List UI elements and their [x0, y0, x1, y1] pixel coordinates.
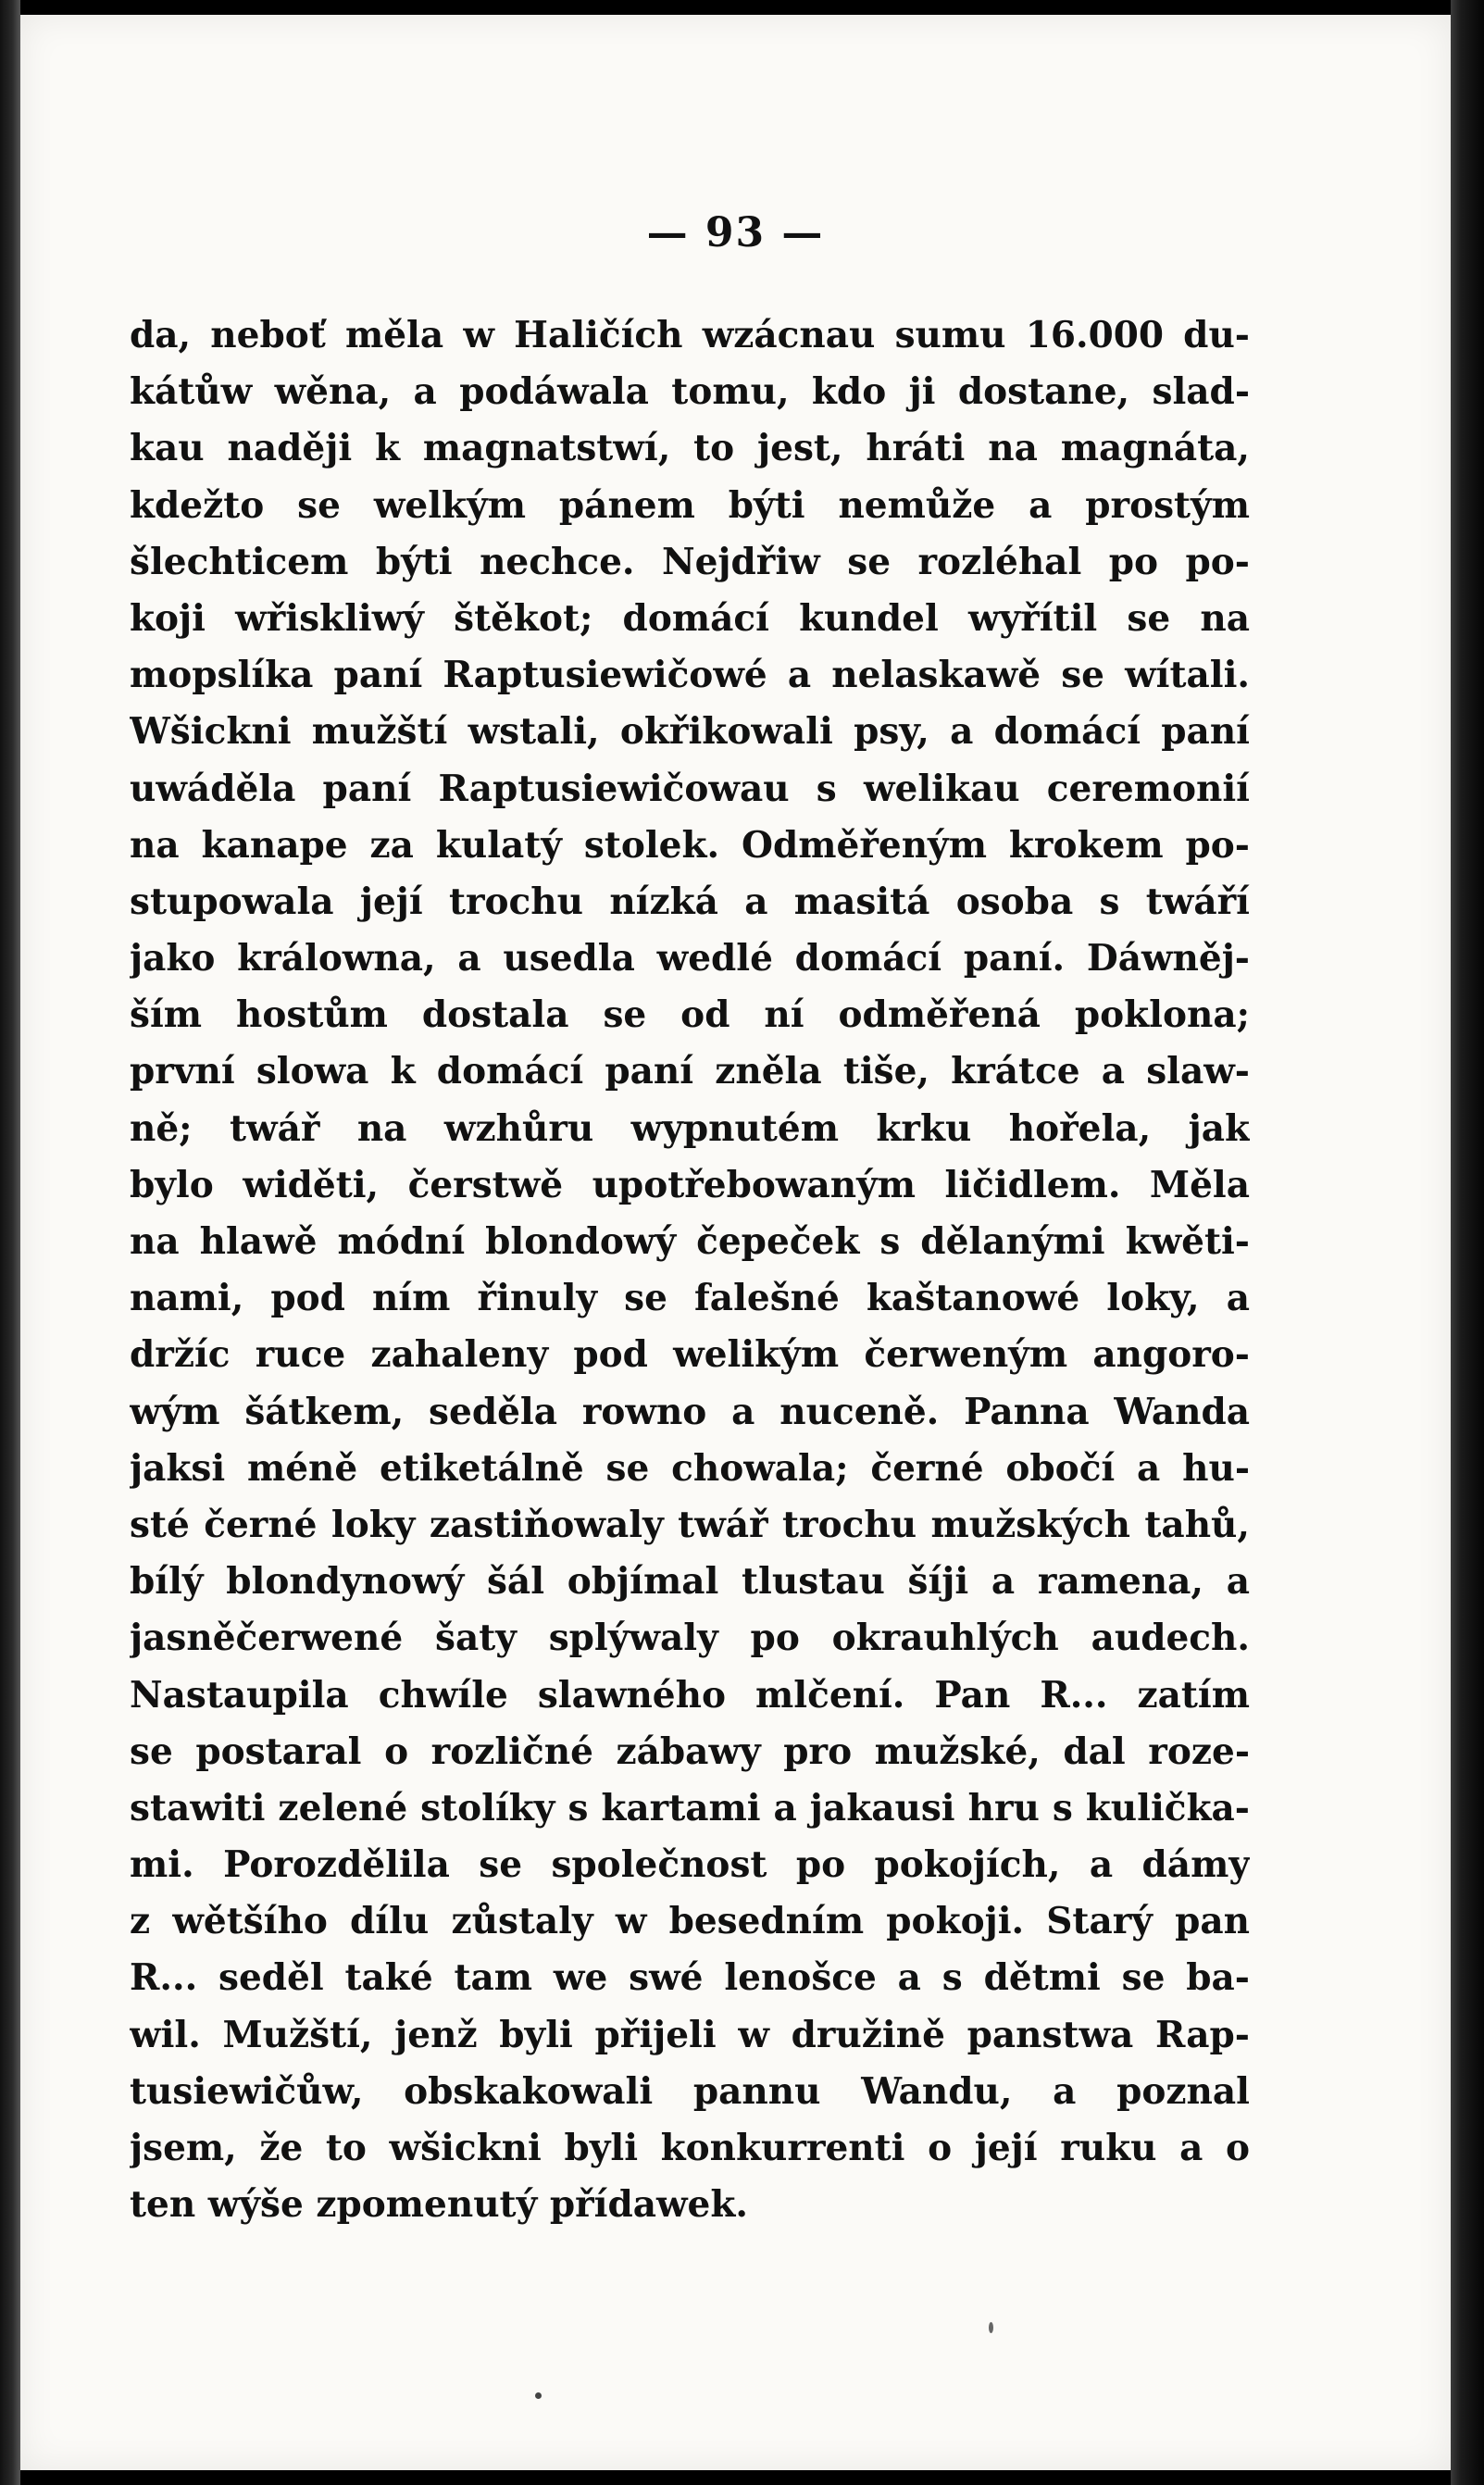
text-line: sté černé loky zastiňowaly twář trochu mužských tahů,	[130, 1503, 1250, 1546]
text-line: Wšickni mužští wstali, okřikowali psy, a domácí paní	[130, 710, 1250, 754]
text-line: držíc ruce zahaleny pod welikým čerweným angoro-	[130, 1333, 1250, 1377]
book-page	[20, 15, 1451, 2470]
left-scan-edge	[0, 0, 20, 2485]
text-line: Nastaupila chwíle slawného mlčení. Pan R... zatím	[130, 1673, 1250, 1717]
text-line: stupowala její trochu nízká a masitá osoba s twáří	[130, 880, 1250, 923]
body-text	[130, 307, 1250, 2233]
text-line: tusiewičůw, obskakowali pannu Wandu, a poznal	[130, 2069, 1250, 2113]
text-line: na hlawě módní blondowý čepeček s dělanými kwěti-	[130, 1220, 1250, 1263]
text-line: jasněčerwené šaty splýwaly po okrauhlých audech.	[130, 1617, 1250, 1660]
text-line: kátůw wěna, a podáwala tomu, kdo ji dostane, slad-	[130, 370, 1250, 414]
text-line: ším hostům dostala se od ní odměřená poklona;	[130, 993, 1250, 1037]
text-line: stawiti zelené stolíky s kartami a jakausi hru s kulička-	[130, 1786, 1250, 1829]
text-line: jako králowna, a usedla wedlé domácí paní. Dáwněj-	[130, 937, 1250, 980]
text-line: šlechticem býti nechce. Nejdřiw se rozléhal po po-	[130, 540, 1250, 583]
text-line: kdežto se welkým pánem býti nemůže a prostým	[130, 483, 1250, 527]
text-line: první slowa k domácí paní zněla tiše, krátce a slaw-	[130, 1050, 1250, 1093]
text-line: z wětšího dílu zůstaly w besedním pokoji. Starý pan	[130, 1900, 1250, 1943]
text-line: jaksi méně etiketálně se chowala; černé obočí a hu-	[130, 1446, 1250, 1490]
text-line: koji wřiskliwý štěkot; domácí kundel wyřítil se na	[130, 596, 1250, 640]
page-number: — 93 —	[646, 209, 825, 256]
text-line: R... seděl také tam we swé lenošce a s dětmi se ba-	[130, 1956, 1250, 2000]
text-line: bílý blondynowý šál objímal tlustau šíji a ramena, a	[130, 1560, 1250, 1604]
right-scan-edge	[1451, 0, 1484, 2485]
text-line: na kanape za kulatý stolek. Odměřeným krokem po-	[130, 823, 1250, 867]
text-line: ně; twář na wzhůru wypnutém krku hořela, jak	[130, 1106, 1250, 1150]
text-line: bylo widěti, čerstwě upotřebowaným ličidlem. Měla	[130, 1163, 1250, 1206]
text-line: wým šátkem, seděla rowno a nuceně. Panna Wanda	[130, 1390, 1250, 1433]
text-line: se postaral o rozličné zábawy pro mužské, dal roze-	[130, 1730, 1250, 1773]
text-line: jsem, že to wšickni byli konkurrenti o její ruku a o	[130, 2127, 1250, 2169]
text-line: nami, pod ním řinuly se falešné kaštanowé loky, a	[130, 1277, 1250, 1320]
text-line: mopslíka paní Raptusiewičowé a nelaskawě se wítali.	[130, 654, 1250, 697]
text-line-last: ten wýše zpomenutý přídawek.	[130, 2183, 748, 2227]
text-line: kau naději k magnatstwí, to jest, hráti na magnáta,	[130, 427, 1250, 470]
text-line: wil. Mužští, jenž byli přijeli w družině panstwa Rap-	[130, 2013, 1250, 2056]
ink-speck	[989, 2322, 993, 2333]
text-line: mi. Porozdělila se společnost po pokojích, a dámy	[130, 1843, 1250, 1887]
text-line: da, neboť měla w Haličích wzácnau sumu 16.000 du-	[130, 314, 1250, 356]
text-line: uwáděla paní Raptusiewičowau s welikau ceremonií	[130, 767, 1250, 810]
ink-speck	[535, 2392, 542, 2399]
